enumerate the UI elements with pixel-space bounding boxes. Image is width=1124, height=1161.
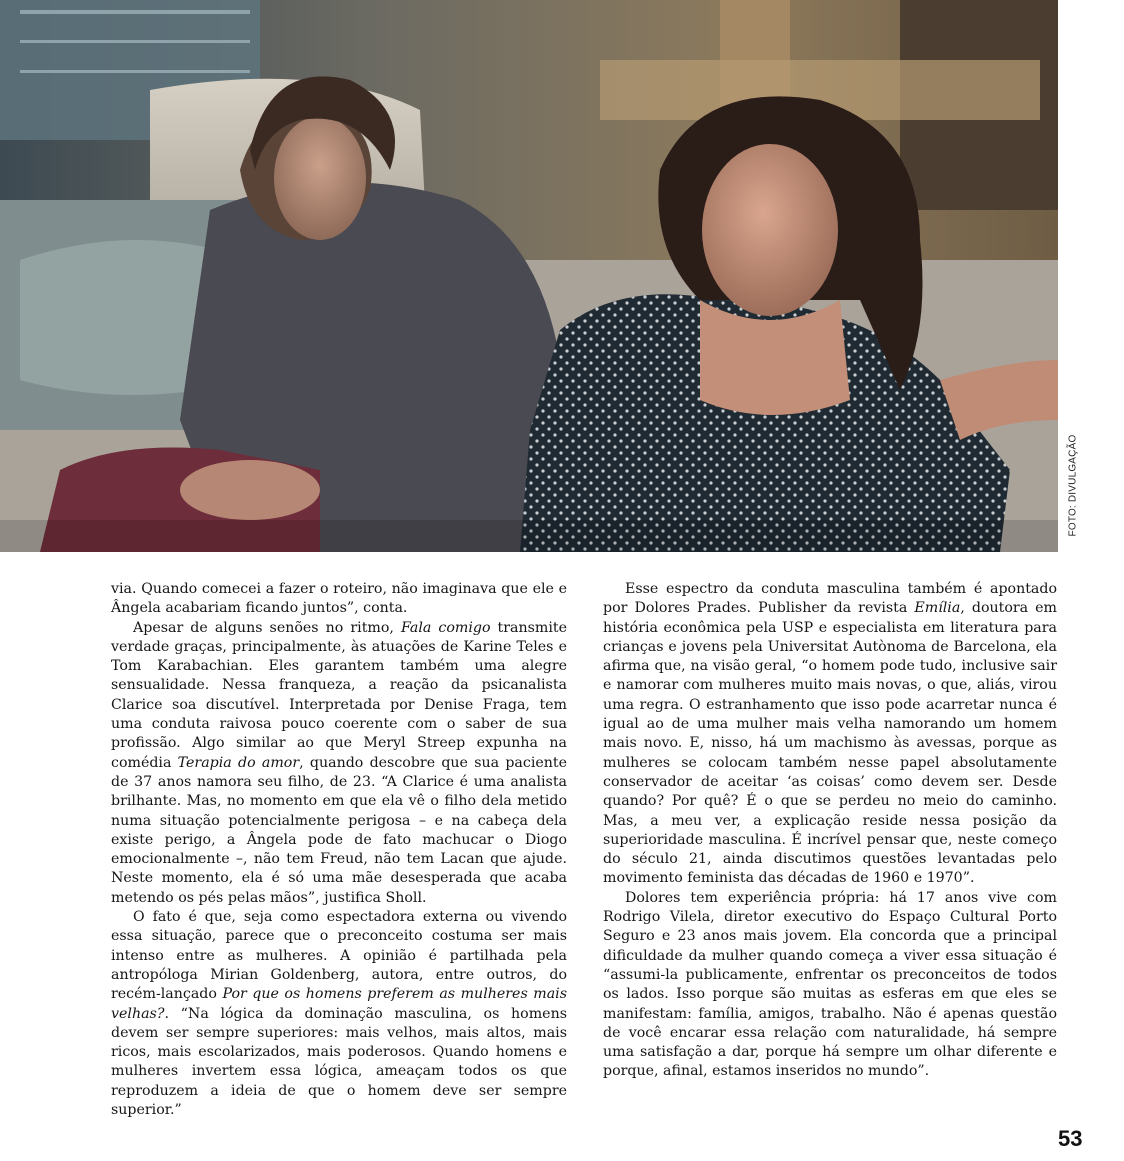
- article-column-right: [603, 580, 1057, 1082]
- paragraph: O fato é que, seja como espectadora externa ou vivendo essa situação, parece que o preconceito costuma ser mais intenso entre as mulheres. A opinião é partilhada pela antropóloga Mirian Goldenberg, autora, entre outros, do recém-lançado Por que os homens preferem as mulheres mais velhas?. “Na lógica da dominação masculina, os homens devem ser sempre superiores: mais velhos, mais altos, mais ricos, mais escolarizados, mais poderosos. Quando homens e mulheres invertem essa lógica, ameaçam todos os que reproduzem a ideia de que o homem deve ser sempre superior.”: [111, 909, 567, 1119]
- film-title: Terapia do amor: [177, 754, 300, 771]
- paragraph: Dolores tem experiência própria: há 17 anos vive com Rodrigo Vilela, diretor executivo do Espaço Cultural Porto Seguro e 23 anos mais jovem. Ela concorda que a principal dificuldade da mulher quando começa a viver essa situação é “assumi-la publicamente, enfrentar os preconceitos de todos os lados. Isso porque são muitas as esferas em que eles se manifestam: família, amigos, trabalho. Não é apenas questão de você encarar essa relação com naturalidade, há sempre uma satisfação a dar, porque há sempre um olhar diferente e porque, afinal, estamos inseridos no mundo”.: [603, 889, 1057, 1080]
- page-number: 53: [1058, 1126, 1083, 1151]
- paragraph: via. Quando comecei a fazer o roteiro, não imaginava que ele e Ângela acabariam ficando juntos”, conta.: [111, 581, 567, 617]
- paragraph: Apesar de alguns senões no ritmo, Fala comigo transmite verdade graças, principalmente, às atuações de Karine Teles e Tom Karabachian. Eles garantem também uma alegre sensualidade. Nessa franqueza, a reação da psicanalista Clarice soa discutível. Interpretada por Denise Fraga, tem uma conduta raivosa pouco coerente com o saber de sua profissão. Algo similar ao que Meryl Streep expunha na comédia Terapia do amor, quando descobre que sua paciente de 37 anos namora seu filho, de 23. “A Clarice é uma analista brilhante. Mas, no momento em que ela vê o filho dela metido numa situação potencialmente perigosa – e na cabeça dela existe perigo, a Ângela pode de fato machucar o Diogo emocionalmente –, não tem Freud, não tem Lacan que ajude. Neste momento, ela é só uma mãe desesperada que acaba metendo os pés pelas mãos”, justifica Sholl.: [111, 619, 567, 906]
- paragraph: Esse espectro da conduta masculina também é apontado por Dolores Prades. Publisher da revista Emília, doutora em história econômica pela USP e especialista em literatura para crianças e jovens pela Universitat Autònoma de Barcelona, ela afirma que, na visão geral, “o homem pode tudo, inclusive sair e namorar com mulheres muito mais novas, o que, aliás, virou uma regra. O estranhamento que isso pode acarretar nunca é igual ao de uma mulher mais velha namorando um homem mais novo. E, nisso, há um machismo às avessas, porque as mulheres se colocam também nesse papel absolutamente conservador de aceitar ‘as coisas’ como devem ser. Desde quando? Por quê? É o que se perdeu no meio do caminho. Mas, a meu ver, a explicação reside nessa posição da superioridade masculina. É incrível pensar que, neste começo do século 21, ainda discutimos questões levantadas pelo movimento feminista das décadas de 1960 e 1970”.: [603, 581, 1058, 887]
- article-photo: [0, 0, 1058, 552]
- photo-credit: FOTO: DIVULGAÇÃO: [1067, 434, 1079, 537]
- magazine-title: Emília: [914, 600, 961, 617]
- article-column-left: [111, 580, 567, 1120]
- film-title: Fala comigo: [400, 619, 491, 636]
- book-title: Por que os homens preferem as mulheres mais velhas?: [111, 986, 567, 1022]
